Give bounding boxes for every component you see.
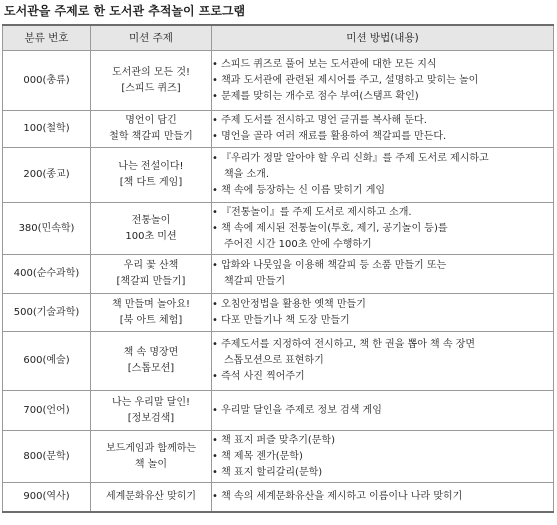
theme-line: 보드게임과 함께하는 <box>105 442 197 454</box>
category-cell: 500(기술과학) <box>3 294 91 332</box>
theme-line: 도서관의 모든 것! <box>112 66 190 78</box>
table-row <box>3 203 554 255</box>
category-cell: 600(예술) <box>3 332 91 391</box>
method-bullet: • 스피드 퀴즈로 풀어 보는 도서관에 대한 모든 지식 <box>212 58 437 70</box>
method-bullet: • 압화와 나뭇잎을 이용해 책갈피 등 소품 만들기 또는 <box>212 260 447 271</box>
theme-line: 100초 미션 <box>125 230 177 242</box>
mission-table <box>2 24 554 513</box>
theme-cell <box>91 332 212 391</box>
theme-line: 우리 꽃 산책 <box>123 260 179 271</box>
method-bullet: • 다포 만들기나 책 도장 만들기 <box>212 314 350 326</box>
method-bullet: • 주제 도서를 전시하고 명언 글귀를 복사해 둔다. <box>212 115 427 126</box>
theme-line: [정보검색] <box>127 412 175 424</box>
method-cell <box>212 148 554 203</box>
method-cell <box>212 391 554 431</box>
theme-line: [책 다트 게임] <box>119 177 183 188</box>
method-cell <box>212 51 554 111</box>
theme-line: [북 아트 체험] <box>119 314 183 326</box>
table-row <box>3 255 554 294</box>
table-row <box>3 391 554 431</box>
table-row <box>3 51 554 111</box>
theme-line: 책 놀이 <box>134 458 168 470</box>
theme-line: 책 속 명장면 <box>123 347 179 358</box>
method-cell <box>212 255 554 294</box>
method-continuation: 책갈피 만들기 <box>224 276 286 287</box>
category-cell: 000(총류) <box>3 51 91 111</box>
theme-cell <box>91 111 212 148</box>
category-cell: 700(언어) <box>3 391 91 431</box>
theme-line: 세계문화유산 맞히기 <box>105 490 197 502</box>
method-cell <box>212 203 554 255</box>
theme-cell <box>91 51 212 111</box>
method-bullet: • 책과 도서관에 관련된 제시어를 주고, 설명하고 맞히는 놀이 <box>212 74 479 86</box>
method-bullet: • 책 속에 등장하는 신 이름 맞히기 게임 <box>212 185 386 196</box>
category-cell: 200(종교) <box>3 148 91 203</box>
theme-cell <box>91 255 212 294</box>
document-title: 도서관을 주제로 한 도서관 추적놀이 프로그램 <box>4 4 246 18</box>
table-row <box>3 111 554 148</box>
theme-cell <box>91 391 212 431</box>
theme-cell <box>91 203 212 255</box>
category-cell: 380(민속학) <box>3 203 91 255</box>
header-category: 분류 번호 <box>3 25 91 51</box>
theme-line: 나는 전설이다! <box>118 161 184 172</box>
theme-cell <box>91 483 212 512</box>
method-cell <box>212 431 554 483</box>
method-bullet: • 우리말 달인을 주제로 정보 검색 게임 <box>212 404 382 416</box>
header-method: 미션 방법(내용) <box>212 25 554 51</box>
table-header-row <box>3 25 554 51</box>
header-theme: 미션 주제 <box>91 25 212 51</box>
theme-line: 명언이 담긴 <box>125 115 177 126</box>
theme-line: [책갈피 만들기] <box>116 276 186 287</box>
theme-line: 철학 책갈피 만들기 <box>109 131 193 142</box>
method-cell <box>212 294 554 332</box>
method-bullet: • 문제를 맞히는 개수로 점수 부여(스탬프 확인) <box>212 90 419 102</box>
method-bullet: • 책 표지 퍼즐 맞추기(문학) <box>212 434 336 446</box>
theme-cell <box>91 294 212 332</box>
method-bullet: • 책 속에 제시된 전통놀이(투호, 제기, 공기놀이 등)를 <box>212 222 448 234</box>
method-bullet: • 즉석 사진 찍어주기 <box>212 371 305 382</box>
method-bullet: • 책 제목 젠가(문학) <box>212 450 303 462</box>
table-row <box>3 483 554 512</box>
method-bullet: • 책 표지 할리갈리(문학) <box>212 466 323 478</box>
theme-line: [스톱모션] <box>127 363 175 374</box>
method-cell <box>212 111 554 148</box>
theme-line: 나는 우리말 달인! <box>112 396 190 408</box>
method-bullet: • 주제도서를 지정하여 전시하고, 책 한 권을 뽑아 책 속 장면 <box>212 339 476 350</box>
method-cell <box>212 483 554 512</box>
theme-line: 전통놀이 <box>131 214 171 226</box>
table-row <box>3 294 554 332</box>
category-cell: 800(문학) <box>3 431 91 483</box>
theme-cell <box>91 148 212 203</box>
method-bullet: • 오침안정법을 활용한 옛책 만들기 <box>212 298 366 310</box>
method-bullet: • 『전통놀이』를 주제 도서로 제시하고 소개. <box>212 206 412 218</box>
method-continuation: 주어진 시간 100초 안에 수행하기 <box>224 238 372 250</box>
theme-line: 책 만들며 놀아요! <box>112 298 190 310</box>
method-bullet: • 책 속의 세계문화유산을 제시하고 이름이나 나라 맞히기 <box>212 490 463 502</box>
category-cell: 100(철학) <box>3 111 91 148</box>
method-cell <box>212 332 554 391</box>
method-continuation: 책을 소개. <box>224 169 269 180</box>
theme-line: [스피드 퀴즈] <box>121 82 181 94</box>
category-cell: 400(순수과학) <box>3 255 91 294</box>
table-row <box>3 431 554 483</box>
table-row <box>3 148 554 203</box>
method-bullet: • 『우리가 정말 알아야 할 우리 신화』를 주제 도서로 제시하고 <box>212 153 489 164</box>
method-continuation: 스톱모션으로 표현하기 <box>224 355 324 366</box>
method-bullet: • 명언을 골라 여러 재료를 활용하여 책갈피를 만든다. <box>212 131 447 142</box>
theme-cell <box>91 431 212 483</box>
table-body <box>3 51 554 512</box>
category-cell: 900(역사) <box>3 483 91 512</box>
table-row <box>3 332 554 391</box>
